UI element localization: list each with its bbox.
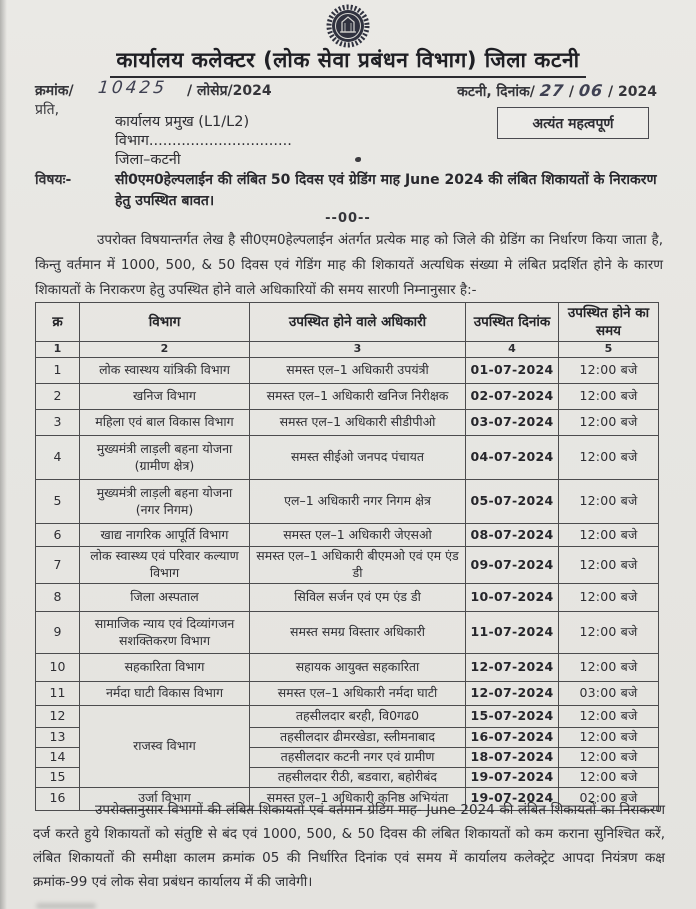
officer-cell: समस्त एल–1 अधिकारी बीएमओ एवं एम एंड डी: [250, 547, 466, 584]
date-cell: 11-07-2024: [466, 612, 559, 654]
serial-cell: 10: [36, 654, 80, 682]
officer-cell: समस्त एल–1 अधिकारी नर्मदा घाटी: [250, 682, 466, 706]
date-cell: 10-07-2024: [466, 584, 559, 612]
importance-stamp-text: अत्यंत महत्वपूर्ण: [532, 115, 614, 132]
date-cell: 15-07-2024: [466, 706, 559, 728]
scan-smudge-artifact: [36, 903, 96, 909]
column-number-row: [36, 342, 659, 358]
body-paragraph: उपरोक्त विषयान्तर्गत लेख है सी0एम0हेल्पलाईन अंतर्गत प्रत्येक माह को जिले की ग्रेडिंग का निर्धारण किया जाता है, किन्तु वर्तमान में 1000, 500, & 50 दिवस एवं गेडिंग माह की शिकायतें अत्यधिक संख्या मे लंबित प्रदर्शित होने के कारण शिकायतों के निराकरण हेतु उपस्थित होने वाले अधिकारियों की समय सारणी निम्नानुसार है:-: [35, 232, 663, 298]
department-cell: लोक स्वास्थय यांत्रिकी विभाग: [80, 358, 250, 384]
date-month-handwritten: 06: [577, 81, 605, 100]
ref-number-handwritten: 10425: [96, 78, 169, 98]
date-year: 2024: [618, 84, 657, 100]
col-number: 3: [250, 342, 466, 358]
serial-cell: 5: [36, 480, 80, 524]
department-cell: लोक स्वास्थ्य एवं परिवार कल्याण विभाग: [80, 547, 250, 584]
officer-cell: समस्त एल–1 अधिकारी उपयंत्री: [250, 358, 466, 384]
table-row: [36, 410, 659, 436]
date-cell: 16-07-2024: [466, 728, 559, 748]
table-header-row: [36, 303, 659, 342]
ink-dot-artifact: [355, 157, 361, 162]
officer-cell: समस्त एल–1 अधिकारी खनिज निरीक्षक: [250, 384, 466, 410]
date-slash-1: /: [568, 84, 575, 100]
officer-cell: समस्त समग्र विस्तार अधिकारी: [250, 612, 466, 654]
serial-cell: 16: [36, 787, 80, 810]
closing-paragraph: उपरोक्तानुसार विभागों की लंबित शिकायतों एवं वर्तमान ग्रेडिंग माह- June 2024 की लंबित शिकायतों का निराकरण दर्ज करते हुये शिकायतों को संतुष्टि से बंद एवं 1000, 500, & 50 दिवस की लंबित शिकायतों को कम कराना सुनिश्चित करें, लंबित शिकायतों की समीक्षा कालम क्रमांक 05 की निर्धारित दिनांक एवं समय में कार्यालय कलेक्ट्रेट आपदा नियंत्रण कक्ष क्रमांक-99 एवं लोक सेवा प्रबंधन कार्यालय में की जावेगी।: [33, 802, 665, 890]
officer-cell: तहसीलदार ढीमरखेडा, स्लीमनाबाद: [250, 728, 466, 748]
header-date: उपस्थित दिनांक: [466, 303, 559, 342]
col-number: 2: [80, 342, 250, 358]
officer-cell: समस्त सीईओ जनपद पंचायत: [250, 436, 466, 480]
department-cell: सामाजिक न्याय एवं दिव्यांगजन सशक्तिकरण विभाग: [80, 612, 250, 654]
department-cell: खनिज विभाग: [80, 384, 250, 410]
schedule-table: [35, 302, 659, 811]
date-cell: 19-07-2024: [466, 787, 559, 810]
serial-cell: 14: [36, 747, 80, 767]
time-cell: 12:00 बजे: [559, 584, 659, 612]
date-cell: 03-07-2024: [466, 410, 559, 436]
table-row: [36, 654, 659, 682]
officer-cell: सहायक आयुक्त सहकारिता: [250, 654, 466, 682]
table-row: [36, 358, 659, 384]
date-cell: 09-07-2024: [466, 547, 559, 584]
time-cell: 12:00 बजे: [559, 706, 659, 728]
date-slash-2: /: [608, 84, 614, 100]
header-department: विभाग: [80, 303, 250, 342]
time-cell: 12:00 बजे: [559, 728, 659, 748]
header-time: उपस्थित होने का समय: [559, 303, 659, 342]
table-row: [36, 584, 659, 612]
time-cell: 12:00 बजे: [559, 358, 659, 384]
officer-cell: एल–1 अधिकारी नगर निगम क्षेत्र: [250, 480, 466, 524]
serial-cell: 8: [36, 584, 80, 612]
place-date: [457, 81, 657, 101]
time-cell: 12:00 बजे: [559, 767, 659, 787]
officer-cell: समस्त एल–1 अधिकारी सीडीपीओ: [250, 410, 466, 436]
government-seal-icon: [326, 4, 370, 48]
time-cell: 12:00 बजे: [559, 654, 659, 682]
time-cell: 12:00 बजे: [559, 480, 659, 524]
serial-cell: 7: [36, 547, 80, 584]
serial-cell: 1: [36, 358, 80, 384]
time-cell: 12:00 बजे: [559, 384, 659, 410]
time-cell: 03:00 बजे: [559, 682, 659, 706]
date-cell: 19-07-2024: [466, 767, 559, 787]
serial-cell: 3: [36, 410, 80, 436]
date-cell: 18-07-2024: [466, 747, 559, 767]
table-row: [36, 682, 659, 706]
section-separator: --00--: [325, 211, 371, 226]
time-cell: 02:00 बजे: [559, 787, 659, 810]
table-row: [36, 547, 659, 584]
header-serial: क्र: [36, 303, 80, 342]
officer-cell: तहसीलदार बरही, वि0गढ0: [250, 706, 466, 728]
time-cell: 12:00 बजे: [559, 436, 659, 480]
importance-stamp: [497, 107, 649, 139]
department-cell: नर्मदा घाटी विकास विभाग: [80, 682, 250, 706]
serial-cell: 13: [36, 728, 80, 748]
serial-cell: 12: [36, 706, 80, 728]
officer-cell: समस्त एल–1 अधिकारी जेएसओ: [250, 524, 466, 547]
serial-cell: 2: [36, 384, 80, 410]
time-cell: 12:00 बजे: [559, 410, 659, 436]
col-number: 4: [466, 342, 559, 358]
table-row: [36, 524, 659, 547]
serial-cell: 11: [36, 682, 80, 706]
table-row: [36, 436, 659, 480]
addressee-line-2: विभाग...............................: [115, 133, 292, 149]
officer-cell: समस्त एल–1 अधिकारी कनिष्ठ अभियंता: [250, 787, 466, 810]
header-officer: उपस्थित होने वाले अधिकारी: [250, 303, 466, 342]
date-cell: 12-07-2024: [466, 654, 559, 682]
time-cell: 12:00 बजे: [559, 612, 659, 654]
serial-cell: 4: [36, 436, 80, 480]
officer-cell: तहसीलदार रीठी, बडवारा, बहोरीबंद: [250, 767, 466, 787]
addressee-block: [115, 113, 292, 170]
date-cell: 05-07-2024: [466, 480, 559, 524]
reference-line: [35, 78, 665, 104]
subject-text: सी0एम0हेल्पलाईन की लंबित 50 दिवस एवं ग्रेडिंग माह June 2024 की लंबित शिकायतों के निराकरण हेतु उपस्थित बावत।: [115, 172, 657, 209]
scan-edge-shadow: [0, 0, 7, 909]
table-row: [36, 480, 659, 524]
department-cell: खाद्य नागरिक आपूर्ति विभाग: [80, 524, 250, 547]
serial-cell: 9: [36, 612, 80, 654]
date-cell: 01-07-2024: [466, 358, 559, 384]
officer-cell: तहसीलदार कटनी नगर एवं ग्रामीण: [250, 747, 466, 767]
date-cell: 04-07-2024: [466, 436, 559, 480]
department-cell: मुख्यमंत्री लाड़ली बहना योजना (ग्रामीण क्षेत्र): [80, 436, 250, 480]
officer-cell: सिविल सर्जन एवं एम एंड डी: [250, 584, 466, 612]
department-cell: जिला अस्पताल: [80, 584, 250, 612]
department-cell: सहकारिता विभाग: [80, 654, 250, 682]
to-label: प्रति,: [35, 102, 60, 118]
table-row: [36, 612, 659, 654]
date-cell: 08-07-2024: [466, 524, 559, 547]
serial-cell: 6: [36, 524, 80, 547]
date-cell: 12-07-2024: [466, 682, 559, 706]
department-cell: उर्जा विभाग: [80, 787, 250, 810]
date-day-handwritten: 27: [538, 81, 566, 100]
addressee-line-3: जिला–कटनी: [115, 152, 181, 168]
serial-cell: 15: [36, 767, 80, 787]
time-cell: 12:00 बजे: [559, 747, 659, 767]
time-cell: 12:00 बजे: [559, 524, 659, 547]
department-cell: राजस्व विभाग: [80, 706, 250, 788]
table-row: [36, 384, 659, 410]
subject-label: विषयः-: [35, 172, 72, 188]
time-cell: 12:00 बजे: [559, 547, 659, 584]
addressee-line-1: कार्यालय प्रमुख (L1/L2): [115, 114, 250, 130]
ref-suffix: / लोसेप्र/2024: [187, 83, 272, 99]
place-date-prefix: कटनी, दिनांक/: [457, 84, 535, 100]
ref-number-label: क्रमांक/: [35, 83, 74, 99]
date-cell: 02-07-2024: [466, 384, 559, 410]
table-row: [36, 706, 659, 728]
department-cell: मुख्यमंत्री लाड़ली बहना योजना (नगर निगम): [80, 480, 250, 524]
department-cell: महिला एवं बाल विकास विभाग: [80, 410, 250, 436]
col-number: 1: [36, 342, 80, 358]
col-number: 5: [559, 342, 659, 358]
office-title: कार्यालय कलेक्टर (लोक सेवा प्रबंधन विभाग) जिला कटनी: [0, 46, 696, 78]
schedule-table-body: [36, 358, 659, 810]
